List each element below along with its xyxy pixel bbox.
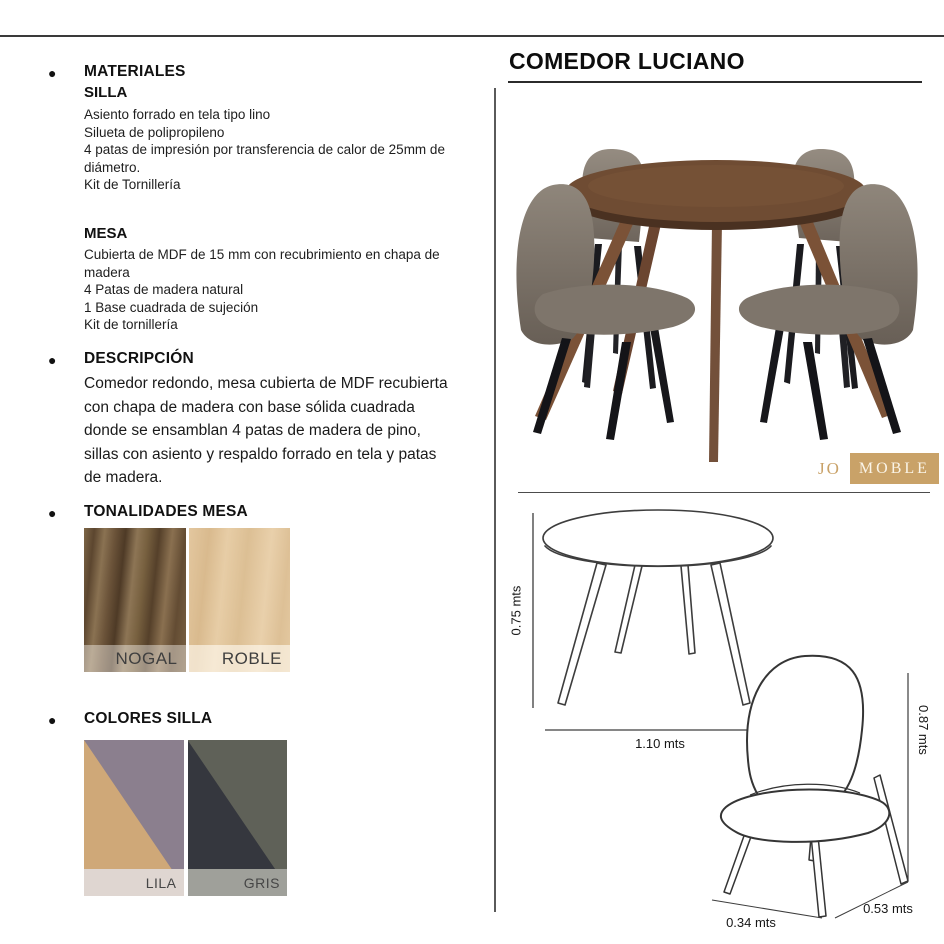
spec-line: Cubierta de MDF de 15 mm con recubrimiento en chapa de madera: [84, 247, 440, 280]
swatch-label: GRIS: [188, 869, 288, 896]
brand-logo: [818, 453, 939, 484]
swatch-lila: [84, 740, 184, 896]
swatch-triangle: [188, 740, 288, 869]
spec-line: Kit de tornillería: [84, 317, 178, 332]
title-underline: [508, 81, 922, 83]
table-diameter-label: 1.10 mts: [635, 736, 685, 751]
swatch-triangle: [84, 740, 184, 869]
table-finish-swatches: [84, 528, 290, 672]
chair-color-swatches: [84, 740, 287, 896]
spec-line: Silueta de polipropileno: [84, 124, 225, 140]
spec-line: Asiento forrado en tela tipo lino: [84, 107, 271, 122]
swatch-label: LILA: [84, 869, 184, 896]
descripcion-text: Comedor redondo, mesa cubierta de MDF recubierta con chapa de madera con base sólida cuadrada donde se ensamblan 4 patas de madera de pino, sillas con asiento y respaldo forrado en tela y patas de madera.: [84, 375, 448, 486]
materiales-heading: MATERIALES: [84, 63, 186, 80]
mesa-subheading: MESA: [84, 225, 128, 242]
swatch-roble: [189, 528, 291, 672]
silla-subheading: SILLA: [84, 84, 128, 101]
swatch-nogal: [84, 528, 186, 672]
spec-line: Kit de Tornillería: [84, 177, 181, 192]
swatch-label: ROBLE: [189, 645, 291, 672]
section-divider: [518, 492, 930, 493]
swatch-gris: [188, 740, 288, 896]
chair-drawing: [690, 645, 940, 935]
descripcion-heading: DESCRIPCIÓN: [84, 350, 194, 367]
spec-line: 4 Patas de madera natural: [84, 282, 244, 297]
colores-heading: COLORES SILLA: [84, 710, 213, 727]
swatch-label: NOGAL: [84, 645, 186, 672]
chair-width-label: 0.34 mts: [726, 915, 776, 930]
mesa-spec-lines: [84, 246, 464, 334]
silla-spec-lines: [84, 106, 464, 194]
product-photo-image: [501, 132, 933, 464]
bullet-icon: ●: [48, 712, 57, 728]
bullet-icon: ●: [48, 352, 57, 368]
table-height-label: 0.75 mts: [508, 585, 524, 636]
chair-height-label: 0.87 mts: [916, 705, 931, 755]
tonalidades-heading: TONALIDADES MESA: [84, 503, 248, 520]
bullet-icon: ●: [48, 505, 57, 521]
top-divider: [0, 35, 944, 37]
chair-depth-label: 0.53 mts: [863, 901, 913, 916]
bullet-icon: ●: [48, 65, 57, 81]
brand-prefix: JO: [818, 458, 841, 478]
column-divider-vertical: [494, 88, 496, 912]
spec-line: 4 patas de impresión por transferencia de calor de 25mm de diámetro.: [84, 142, 445, 175]
brand-name-badge: MOBLE: [850, 453, 939, 484]
spec-line: 1 Base cuadrada de sujeción: [84, 299, 259, 315]
page-title: COMEDOR LUCIANO: [509, 48, 745, 74]
